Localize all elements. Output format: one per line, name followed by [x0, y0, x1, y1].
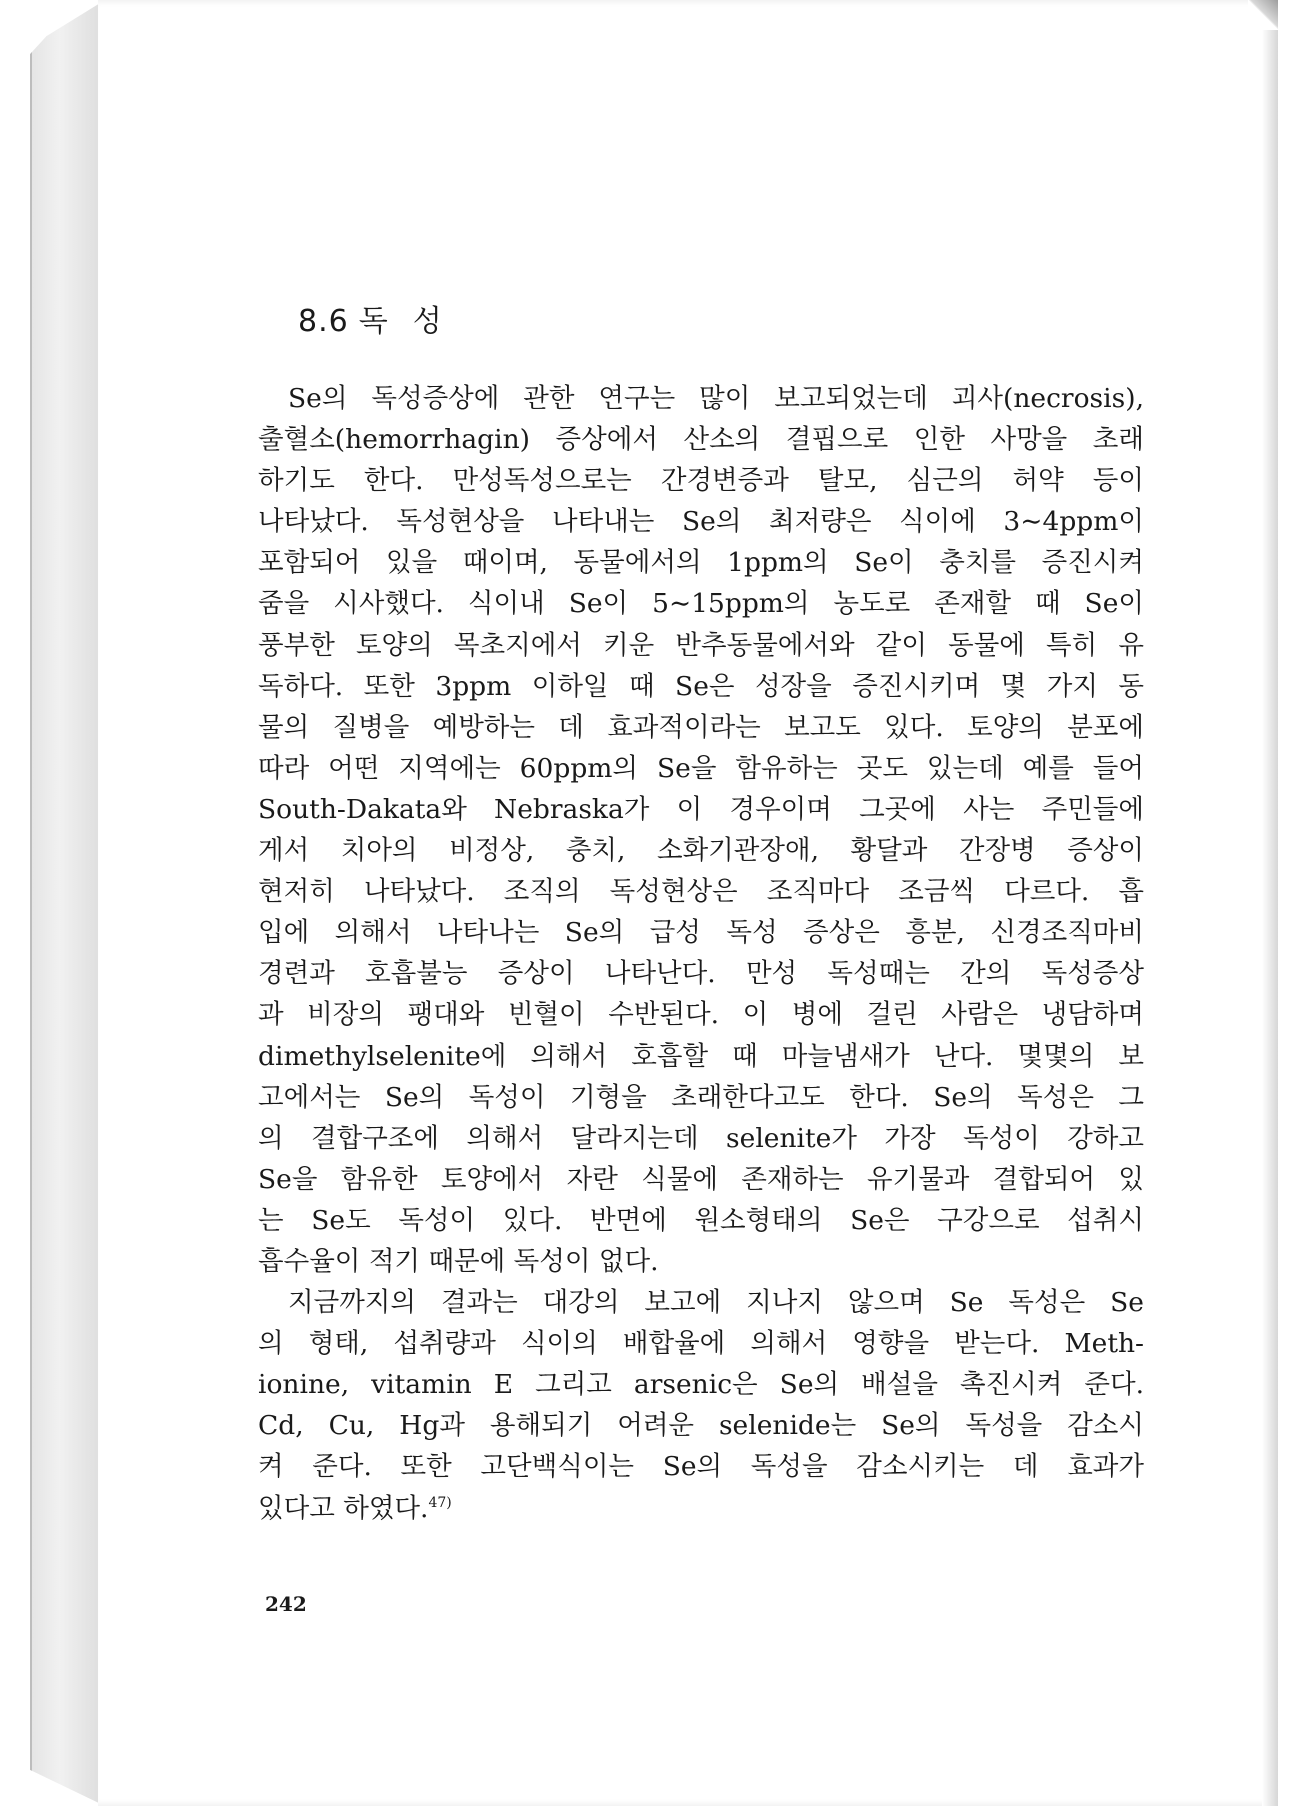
text-line: Se을 함유한 토양에서 자란 식물에 존재하는 유기물과 결합되어 있 [258, 1163, 1144, 1195]
text-line: dimethylselenite에 의해서 호흡할 때 마늘냄새가 난다. 몇몇의 보 [258, 1040, 1144, 1072]
paragraph-1 [258, 378, 1144, 1282]
text-line: 과 비장의 팽대와 빈혈이 수반된다. 이 병에 걸린 사람은 냉담하며 [258, 999, 1144, 1031]
text-line: South-Dakata와 Nebraska가 이 경우이며 그곳에 사는 주민들에 [258, 793, 1144, 825]
text-line: 지금까지의 결과는 대강의 보고에 지나지 않으며 Se 독성은 Se [288, 1287, 1144, 1319]
text-line: 는 Se도 독성이 있다. 반면에 원소형태의 Se은 구강으로 섭취시 [258, 1204, 1144, 1236]
text-line: 게서 치아의 비정상, 충치, 소화기관장애, 황달과 간장병 증상이 [258, 835, 1144, 867]
page-right-edge [1262, 30, 1278, 1806]
text-line: 물의 질병을 예방하는 데 효과적이라는 보고도 있다. 토양의 분포에 [258, 711, 1144, 743]
text-line: 고에서는 Se의 독성이 기형을 초래한다고도 한다. Se의 독성은 그 [258, 1081, 1144, 1113]
text-line: 포함되어 있을 때이며, 동물에서의 1ppm의 Se이 충치를 증진시켜 [258, 547, 1144, 579]
body-text [258, 378, 1144, 1529]
text-line: 출혈소(hemorrhagin) 증상에서 산소의 결핍으로 인한 사망을 초래 [258, 424, 1144, 456]
page-number: 242 [265, 1592, 307, 1616]
text-line: 경련과 호흡불능 증상이 나타난다. 만성 독성때는 간의 독성증상 [258, 958, 1144, 990]
text-line: 독하다. 또한 3ppm 이하일 때 Se은 성장을 증진시키며 몇 가지 동 [258, 670, 1144, 702]
section-number: 8.6 [298, 304, 349, 339]
text-line-content: 있다고 하였다. [258, 1492, 429, 1524]
text-line: Se의 독성증상에 관한 연구는 많이 보고되었는데 괴사(necrosis), [288, 383, 1144, 414]
text-line: 따라 어떤 지역에는 60ppm의 Se을 함유하는 곳도 있는데 예를 들어 [258, 752, 1144, 784]
text-line-final [258, 1488, 1144, 1529]
text-line: 하기도 한다. 만성독성으로는 간경변증과 탈모, 심근의 허약 등이 [258, 465, 1144, 497]
text-line: 현저히 나타났다. 조직의 독성현상은 조직마다 조금씩 다르다. 흡 [258, 876, 1144, 908]
footnote-reference: 47) [428, 1494, 452, 1511]
text-line: 나타났다. 독성현상을 나타내는 Se의 최저량은 식이에 3∼4ppm이 [258, 506, 1144, 538]
text-line: 흡수율이 적기 때문에 독성이 없다. [258, 1245, 659, 1277]
text-line: 입에 의해서 나타나는 Se의 급성 독성 증상은 흥분, 신경조직마비 [258, 917, 1144, 949]
paragraph-2 [258, 1282, 1144, 1529]
page-corner [1248, 0, 1278, 30]
text-line: 줌을 시사했다. 식이내 Se이 5∼15ppm의 농도로 존재할 때 Se이 [258, 588, 1144, 620]
text-line: Cd, Cu, Hg과 용해되기 어려운 selenide는 Se의 독성을 감소시 [258, 1410, 1144, 1442]
text-line: 의 결합구조에 의해서 달라지는데 selenite가 가장 독성이 강하고 [258, 1122, 1144, 1154]
text-line: ionine, vitamin E 그리고 arsenic은 Se의 배설을 촉진시켜 준다. [258, 1369, 1144, 1401]
book-spine-edge [30, 0, 107, 1806]
section-heading [298, 296, 443, 340]
text-line: 켜 준다. 또한 고단백식이는 Se의 독성을 감소시키는 데 효과가 [258, 1451, 1144, 1483]
section-title-part2: 성 [412, 304, 443, 339]
text-line: 의 형태, 섭취량과 식이의 배합율에 의해서 영향을 받는다. Meth- [258, 1328, 1144, 1360]
section-title-part1: 독 [358, 304, 389, 339]
text-line: 풍부한 토양의 목초지에서 키운 반추동물에서와 같이 동물에 특히 유 [258, 629, 1144, 661]
